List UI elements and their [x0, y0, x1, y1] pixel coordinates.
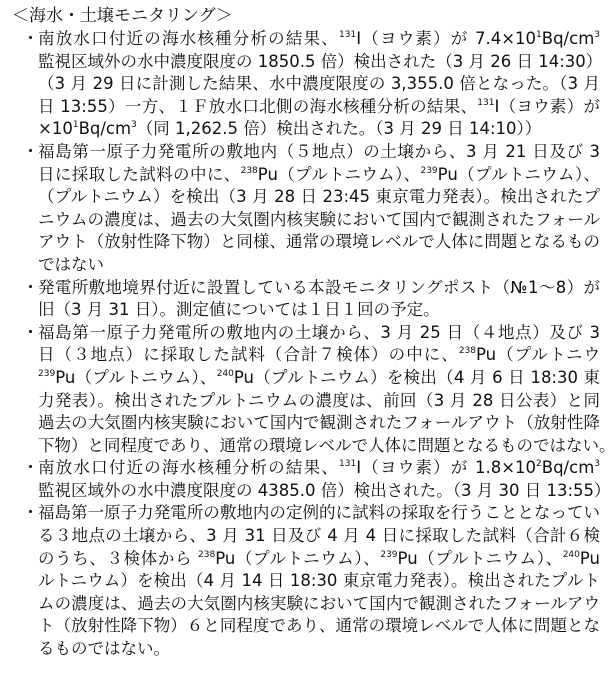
text-segment: （同 1,262.5 倍）検出された。（3 月 29 日 14:10））	[136, 119, 542, 139]
text-segment: （3 月 29 日に計測した結果、水中濃度限度の 3,355.0 倍となった。（3 月	[38, 74, 600, 94]
text-segment: 過去の大気圏内核実験において国内で観測されたフォールアウト（放射性降	[38, 413, 600, 433]
text-line	[38, 344, 600, 367]
text-segment: 南放水口付近の海水核種分析の結果、	[38, 29, 340, 48]
text-segment: 力発表）。検出されたプルトニウムの濃度は、前回（3 月 28 日公表）と同	[38, 390, 600, 410]
bullet-mark: ・	[22, 458, 39, 479]
isotope-superscript: 240	[562, 549, 580, 560]
text-line	[38, 73, 600, 96]
text-line	[38, 322, 600, 345]
text-segment: Pu（プルトニウム）、	[55, 367, 217, 387]
text-line	[38, 209, 600, 232]
text-segment: る３地点の土壌から、3 月 31 日及び 4 月 4 日に採取した試料（合計６検	[38, 526, 600, 546]
isotope-superscript: 238	[458, 346, 476, 357]
text-line	[38, 28, 600, 51]
bullet-mark: ・	[22, 322, 39, 343]
text-segment: ト（放射性降下物）６と同程度であり、通常の環境レベルで人体に問題とな	[38, 616, 600, 636]
text-line	[38, 548, 600, 571]
text-segment: ×10	[38, 119, 73, 139]
isotope-superscript: 131	[477, 97, 495, 108]
isotope-superscript: 3	[131, 120, 137, 131]
text-segment: Pu（プルトニウム）、	[397, 548, 563, 568]
isotope-superscript: 238	[198, 549, 216, 560]
text-segment: 南放水口付近の海水核種分析の結果、	[38, 458, 340, 478]
text-segment: Pu	[579, 548, 600, 568]
text-segment: Pu（プルトニウム）、	[215, 548, 381, 568]
bullet-item	[0, 277, 616, 322]
isotope-superscript: 1	[72, 120, 79, 131]
monitoring-document	[0, 5, 616, 661]
isotope-superscript: 131	[339, 459, 357, 470]
text-segment: I（ヨウ素）が 1.8×10	[356, 458, 537, 478]
text-line	[38, 480, 611, 503]
text-line	[38, 164, 600, 187]
text-segment: Pu（プルトニウ	[476, 345, 600, 365]
text-segment: ではない	[38, 254, 104, 274]
text-line	[38, 299, 600, 322]
bullet-mark: ・	[22, 503, 39, 524]
text-segment: アウト（放射性降下物）と同様、通常の環境レベルで人体に問題となるもの	[38, 232, 600, 252]
text-segment: 旧（3 月 31 日）。測定値については１日１回の予定。	[38, 300, 440, 320]
isotope-superscript: 2	[536, 459, 542, 470]
text-line	[38, 502, 600, 525]
text-line	[38, 615, 600, 638]
isotope-superscript: 131	[339, 30, 357, 40]
bullet-item	[0, 28, 616, 141]
isotope-superscript: 1	[536, 30, 542, 40]
bullet-mark: ・	[22, 277, 39, 298]
text-line	[38, 254, 600, 277]
text-segment: のうち、３検体から	[38, 548, 199, 568]
bullet-item	[0, 457, 616, 502]
isotope-superscript: 240	[216, 368, 234, 379]
text-segment: 福島第一原子力発電所の敷地内の土壌から、3 月 25 日（４地点）及び 3	[38, 322, 600, 342]
text-line	[38, 51, 603, 74]
text-line	[38, 593, 600, 616]
text-segment: るものではない。	[38, 639, 170, 659]
text-segment: 監視区域外の水中濃度限度の 1850.5 倍）検出された（3 月 26 日 14:30）	[38, 51, 603, 71]
text-segment: 福島第一原子力発電所の敷地内（５地点）の土壌から、3 月 21 日及び 3	[38, 141, 600, 161]
text-line	[38, 570, 600, 593]
text-segment: 日 13:55）一方、１Ｆ放水口北側の海水核種分析の結果、	[38, 96, 478, 116]
text-line	[38, 390, 600, 413]
text-segment: I（ヨウ素）が	[494, 96, 600, 116]
bullet-mark: ・	[22, 29, 39, 49]
text-segment: 発電所敷地境界付近に設置している本設モニタリングポスト（№1～8）が	[38, 277, 600, 297]
isotope-superscript: 239	[38, 368, 56, 379]
text-segment: Bq/cm	[78, 119, 132, 139]
bullet-item	[0, 322, 616, 458]
text-line	[38, 141, 600, 164]
text-line	[38, 277, 600, 300]
text-line	[38, 186, 600, 209]
text-segment: （プルトニウム）を検出（3 月 28 日 23:45 東京電力発表）。検出されたプ	[38, 187, 600, 207]
isotope-superscript: 239	[420, 165, 438, 176]
text-line	[38, 457, 600, 480]
text-line	[38, 96, 600, 119]
text-line	[38, 525, 600, 548]
isotope-superscript: 239	[380, 549, 398, 560]
text-segment: 福島第一原子力発電所の敷地内の定例的に試料の採取を行うこととなってい	[38, 503, 600, 523]
text-segment: 下物）と同程度であり、通常の環境レベルで人体に問題となるものではない。	[38, 435, 616, 455]
bullet-mark: ・	[22, 141, 39, 162]
text-segment: Pu（プルトニウム）、	[437, 164, 600, 184]
isotope-superscript: 3	[594, 30, 600, 40]
text-line	[38, 231, 600, 254]
section-heading: ＜海水・土壌モニタリング＞	[12, 6, 233, 26]
text-line	[38, 412, 600, 435]
text-segment: 日に採取した試料の中に、	[38, 164, 241, 184]
bullet-item	[0, 502, 616, 660]
text-segment: 日（３地点）に採取した試料（合計７検体）の中に、	[38, 345, 459, 365]
isotope-superscript: 3	[594, 459, 600, 470]
text-line	[38, 638, 600, 661]
text-line	[38, 118, 600, 141]
text-segment: Pu（プルトニウム）を検出（4 月 6 日 18:30 東	[233, 367, 600, 387]
text-segment: 監視区域外の水中濃度限度の 4385.0 倍）検出された。（3 月 30 日 13:55）	[38, 480, 611, 500]
text-segment: Pu（プルトニウム）、	[257, 164, 421, 184]
text-segment: ムの濃度は、過去の大気圏内核実験において国内で観測されたフォールアウ	[38, 593, 600, 613]
text-line	[38, 367, 600, 390]
bullet-list	[0, 28, 616, 661]
text-segment: I（ヨウ素）が 7.4×10	[356, 29, 537, 48]
text-line	[38, 435, 616, 458]
text-segment: ルトニウム）を検出（4 月 14 日 18:30 東京電力発表）。検出されたプルト	[38, 571, 600, 591]
text-segment: Bq/cm	[541, 458, 595, 478]
bullet-item	[0, 141, 616, 277]
text-segment: Bq/cm	[541, 29, 595, 48]
isotope-superscript: 238	[240, 165, 258, 176]
text-segment: ニウムの濃度は、過去の大気圏内核実験において国内で観測されたフォール	[38, 209, 600, 229]
